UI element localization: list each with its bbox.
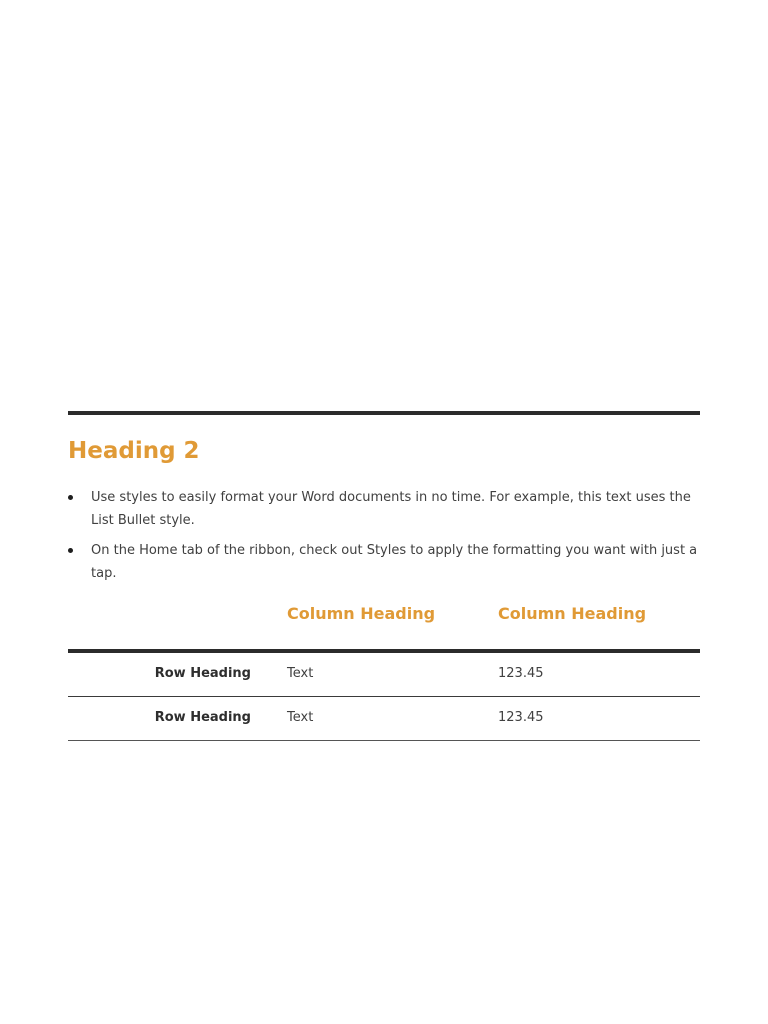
list-item xyxy=(68,486,700,532)
table-row xyxy=(68,653,700,697)
list-item-text: On the Home tab of the ribbon, check out Styles to apply the formatting you want with just a tap. xyxy=(91,543,698,581)
heading-2: Heading 2 xyxy=(68,438,200,464)
horizontal-rule xyxy=(68,411,700,415)
table-cell-text: Text xyxy=(287,666,314,681)
data-table xyxy=(68,594,700,741)
document-page xyxy=(68,0,700,1024)
table-row xyxy=(68,697,700,741)
table-cell-text: Text xyxy=(287,710,314,725)
column-heading: Column Heading xyxy=(498,604,647,623)
list-item-text: Use styles to easily format your Word documents in no time. For example, this text uses the List Bullet style. xyxy=(91,490,691,528)
column-heading: Column Heading xyxy=(287,604,436,623)
list-item xyxy=(68,539,700,585)
bullet-list xyxy=(68,486,700,592)
table-cell-value: 123.45 xyxy=(498,666,544,681)
table-header-row xyxy=(68,594,700,649)
row-heading: Row Heading xyxy=(154,666,251,681)
bullet-icon xyxy=(68,548,73,553)
row-heading: Row Heading xyxy=(154,710,251,725)
table-cell-value: 123.45 xyxy=(498,710,544,725)
bullet-icon xyxy=(68,495,73,500)
